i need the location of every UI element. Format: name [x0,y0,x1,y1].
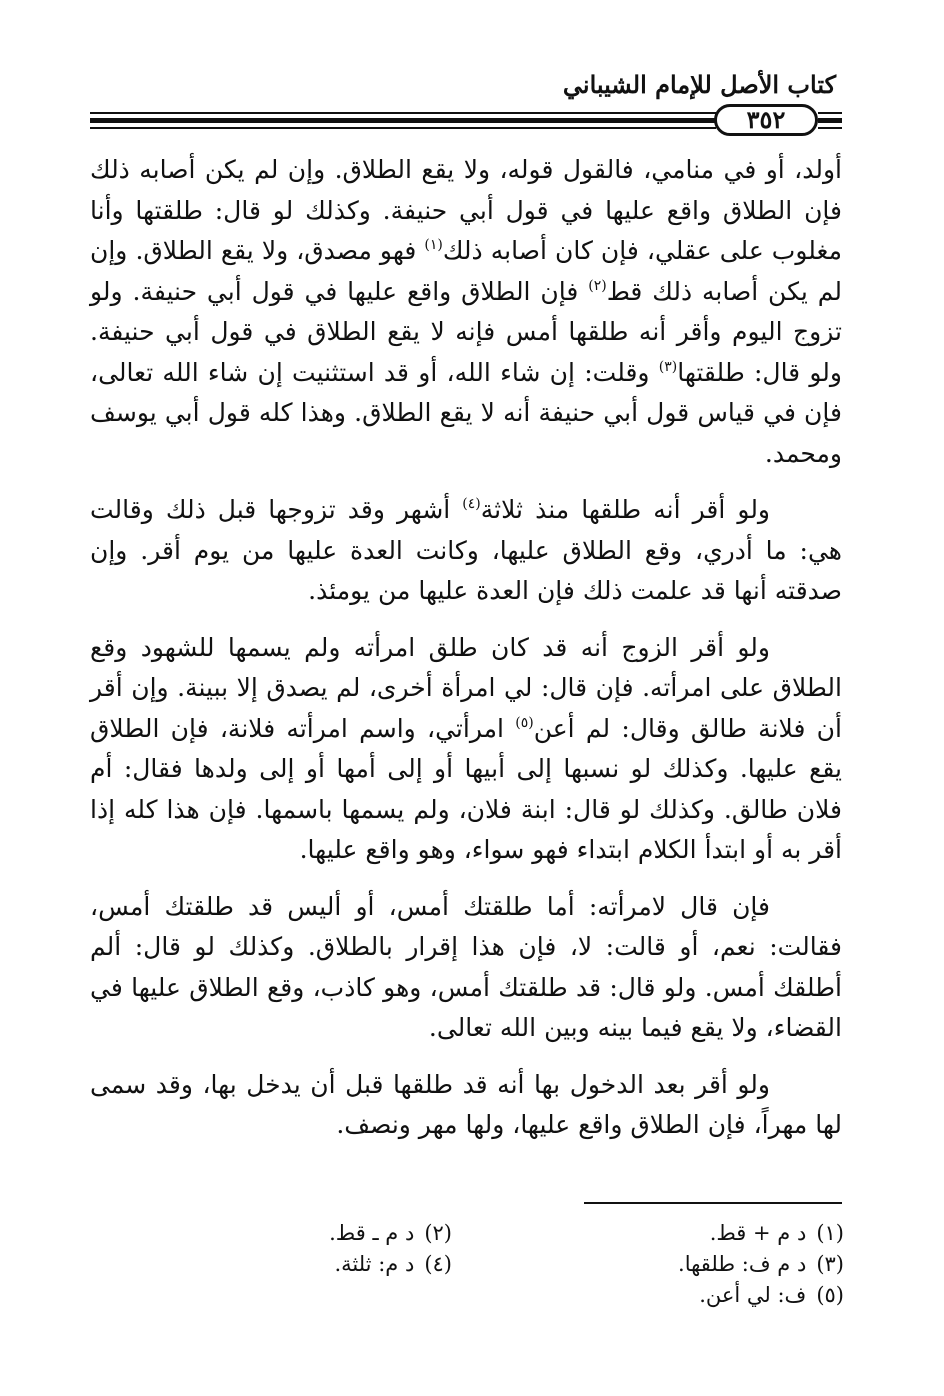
footnote-number: (٥) [816,1283,844,1307]
footnote-marker: (٤) [462,496,481,512]
paragraph-text: ولو أقر بعد الدخول بها أنه قد طلقها قبل أن يدخل بها، وقد سمى لها مهراً، فإن الطلاق واقع عليها، ولها مهر ونصف. [90,1069,842,1139]
page-number: ٣٥٢ [714,104,818,136]
paragraph [90,1065,842,1146]
footnote-marker: (٢) [588,277,607,294]
header-rule-right-top [818,112,842,114]
paragraph-text: فإن قال لامرأته: أما طلقتك أمس، أو أليس قد طلقتك أمس، فقالت: نعم، أو قالت: لا، فإن هذا إقرار بالطلاق. وكذلك لو قال: ألم أطلقك أمس. ولو قال: قد طلقتك أمس، وهو كاذب، وقع الطلاق عليها في القضاء، ولا يقع فيما بينه وبين الله تعالى. [90,891,842,1042]
footnote-text: د م ف: طلقها. [678,1252,807,1276]
footnote-text: د م + قط. [709,1221,807,1245]
paragraph [90,628,842,871]
footnotes-left-column [329,1218,452,1280]
footnote-separator [584,1202,842,1204]
main-text [90,150,842,1162]
footnote [329,1218,452,1249]
header-rule-right-bottom [818,127,842,129]
footnote [329,1249,452,1280]
paragraph-text: امرأتي، واسم امرأته فلانة، فإن الطلاق يقع عليها. وكذلك لو نسبها إلى أبيها أو إلى أمها أو إلى ولدها فقال: أم فلان طالق. وكذلك لو قال: ابنة فلان، ولم يسمها باسمها. فإن هذا كله إذا أقر به أو ابتدأ الكلام ابتداء فهو سواء، وهو واقع عليها. [90,713,842,864]
footnote-marker: (٣) [658,358,678,375]
paragraph [90,150,842,474]
footnote-text: د م: ثلثة. [334,1252,415,1276]
footnote [678,1249,844,1280]
footnotes-right-column [678,1218,844,1311]
footnote-marker: (٥) [515,714,534,731]
paragraph-text: ولو أقر الزوج أنه قد كان طلق امرأته ولم يسمها للشهود وقع الطلاق على امرأته. فإن قال: لي امرأة أخرى، لم يصدق إلا ببينة. وإن أقر أن فلانة طالق وقال: لم أعن [90,632,842,743]
footnote-number: (٣) [816,1252,844,1276]
paragraph [90,490,842,612]
footnote-number: (٢) [424,1221,452,1245]
paragraph-text: فإن الطلاق واقع عليها في قول أبي حنيفة. ولو تزوج اليوم وأقر أنه طلقها أمس فإنه لا يقع الطلاق في قول أبي حنيفة. ولو قال: طلقتها [90,276,842,387]
footnote-number: (١) [816,1221,844,1245]
footnote [678,1218,844,1249]
header-rule-thick [90,118,716,123]
footnote-text: د م ـ قط. [329,1221,415,1245]
paragraph-text: وقلت: إن شاء الله، أو قد استثنيت إن شاء الله تعالى، فإن في قياس قول أبي حنيفة أنه لا يقع الطلاق. وهذا كله قول أبي يوسف ومحمد. [90,357,842,468]
paragraph-text: ولو أقر أنه طلقها منذ ثلاثة [480,495,771,524]
footnote-text: ف: لي أعن. [699,1283,807,1307]
footnote-marker: (١) [424,237,443,253]
book-title: كتاب الأصل للإمام الشيباني [562,70,836,99]
paragraph-text: أولد، أو في منامي، فالقول قوله، ولا يقع الطلاق. وإن لم يكن أصابه ذلك فإن الطلاق واقع عليها في قول أبي حنيفة. وكذلك لو قال: طلقتها وأنا مغلوب على عقلي، فإن كان أصابه ذلك [90,155,842,265]
header-rule-top [90,112,716,114]
paragraph [90,887,842,1049]
footnote-number: (٤) [424,1252,452,1276]
paragraph-text: فهو مصدق، ولا يقع الطلاق. وإن لم يكن أصابه ذلك قط [90,236,842,306]
paragraph-text: أشهر وقد تزوجها قبل ذلك وقالت هي: ما أدري، وقع الطلاق عليها، وكانت العدة عليها من يوم أقر. وإن صدقته أنها قد علمت ذلك فإن العدة عليها من يومئذ. [90,495,842,605]
footnote [678,1280,844,1311]
header-rule-right-thick [818,118,842,123]
header-rule-bottom [90,127,716,129]
